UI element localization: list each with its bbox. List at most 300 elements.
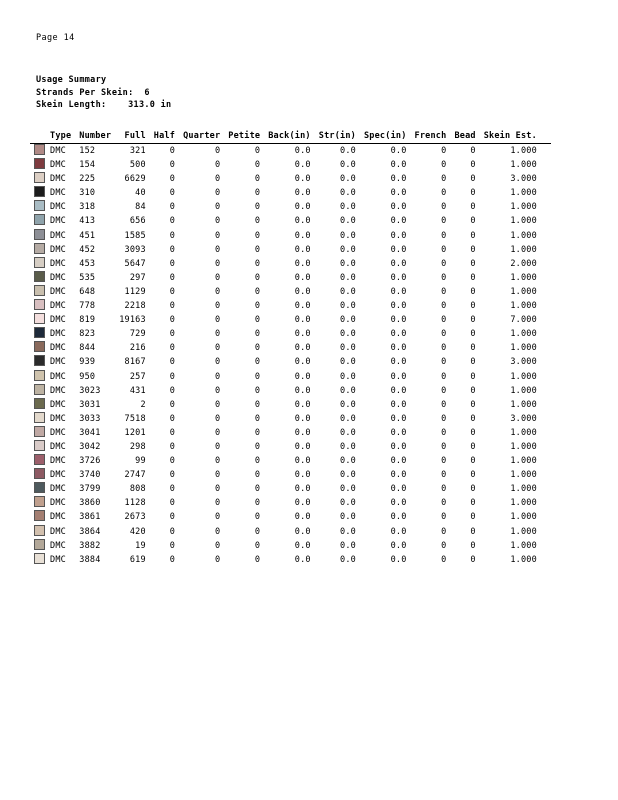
cell-quarter: 0 [214, 526, 221, 537]
cell-color-swatch [30, 412, 48, 426]
cell-number: 3041 [79, 427, 101, 438]
color-swatch-icon [34, 440, 45, 451]
cell-half: 0 [169, 329, 176, 340]
cell-skein-est: 1.000 [510, 272, 537, 283]
cell-str: 0.0 [340, 385, 356, 396]
cell-full: 808 [129, 484, 146, 495]
cell-type: DMC [50, 230, 66, 241]
cell-number: 225 [79, 174, 96, 185]
cell-back: 0.0 [294, 357, 311, 368]
cell-french: 0 [441, 188, 447, 199]
table-row [30, 172, 551, 186]
cell-french: 0 [441, 540, 447, 551]
cell-half: 0 [169, 357, 176, 368]
cell-back: 0.0 [294, 146, 311, 156]
cell-french: 0 [441, 216, 447, 227]
cell-spec: 0.0 [390, 512, 407, 523]
cell-number: 3042 [79, 441, 101, 452]
cell-number: 823 [79, 329, 96, 340]
cell-petite: 0 [254, 216, 261, 227]
cell-type: DMC [50, 286, 66, 297]
cell-spec: 0.0 [390, 258, 407, 269]
cell-type: DMC [50, 160, 66, 171]
table-row [30, 525, 551, 539]
cell-bead: 0 [470, 456, 476, 467]
cell-type: DMC [50, 371, 66, 382]
cell-spec: 0.0 [390, 554, 407, 565]
cell-full: 7518 [124, 413, 146, 424]
cell-petite: 0 [254, 470, 261, 481]
table-body [30, 144, 551, 567]
table-row [30, 341, 551, 355]
cell-type: DMC [50, 202, 66, 213]
cell-number: 844 [79, 343, 96, 354]
cell-full: 1201 [124, 427, 146, 438]
cell-back: 0.0 [294, 484, 311, 495]
cell-half: 0 [169, 174, 176, 185]
cell-skein-est: 1.000 [510, 484, 537, 495]
cell-skein-est: 1.000 [510, 470, 537, 481]
cell-number: 939 [79, 357, 96, 368]
cell-back: 0.0 [294, 315, 311, 326]
column-header-bead: Bead [454, 131, 476, 141]
color-swatch-icon [34, 257, 45, 268]
cell-str: 0.0 [340, 371, 356, 382]
cell-spec: 0.0 [390, 399, 407, 410]
cell-quarter: 0 [214, 315, 221, 326]
cell-color-swatch [30, 341, 48, 355]
cell-skein-est: 1.000 [510, 399, 537, 410]
cell-number: 3033 [79, 413, 101, 424]
skein-length-label: Skein Length: [36, 100, 107, 110]
cell-type: DMC [50, 188, 66, 199]
cell-spec: 0.0 [390, 146, 407, 156]
cell-quarter: 0 [214, 258, 221, 269]
cell-full: 729 [129, 329, 146, 340]
cell-type: DMC [50, 301, 66, 312]
color-swatch-icon [34, 384, 45, 395]
color-swatch-icon [34, 482, 45, 493]
cell-quarter: 0 [214, 357, 221, 368]
color-swatch-icon [34, 229, 45, 240]
cell-french: 0 [441, 174, 447, 185]
cell-back: 0.0 [294, 540, 311, 551]
color-swatch-icon [34, 186, 45, 197]
table-row [30, 200, 551, 214]
cell-french: 0 [441, 244, 447, 255]
cell-french: 0 [441, 526, 447, 537]
cell-str: 0.0 [340, 413, 356, 424]
table-row [30, 398, 551, 412]
cell-quarter: 0 [214, 385, 221, 396]
cell-str: 0.0 [340, 540, 356, 551]
cell-skein-est: 1.000 [510, 329, 537, 340]
cell-skein-est: 1.000 [510, 230, 537, 241]
cell-skein-est: 3.000 [510, 174, 537, 185]
cell-spec: 0.0 [390, 470, 407, 481]
cell-color-swatch [30, 539, 48, 553]
cell-bead: 0 [470, 512, 476, 523]
cell-back: 0.0 [294, 174, 311, 185]
table-row [30, 144, 551, 159]
cell-bead: 0 [470, 385, 476, 396]
usage-summary-title: Usage Summary [36, 75, 107, 85]
cell-type: DMC [50, 258, 66, 269]
cell-skein-est: 1.000 [510, 427, 537, 438]
cell-number: 3031 [79, 399, 101, 410]
cell-spec: 0.0 [390, 484, 407, 495]
cell-back: 0.0 [294, 371, 311, 382]
table-header-row [30, 131, 551, 144]
cell-french: 0 [441, 484, 447, 495]
cell-quarter: 0 [214, 399, 221, 410]
cell-spec: 0.0 [390, 413, 407, 424]
cell-bead: 0 [470, 484, 476, 495]
column-header-spec: Spec(in) [363, 131, 407, 141]
cell-spec: 0.0 [390, 230, 407, 241]
cell-bead: 0 [470, 357, 476, 368]
cell-quarter: 0 [214, 512, 221, 523]
cell-half: 0 [169, 188, 176, 199]
cell-back: 0.0 [294, 498, 311, 509]
cell-bead: 0 [470, 286, 476, 297]
cell-color-swatch [30, 553, 48, 567]
table-row [30, 384, 551, 398]
cell-color-swatch [30, 229, 48, 243]
page-label: Page 14 [36, 33, 75, 43]
cell-str: 0.0 [340, 188, 356, 199]
cell-number: 453 [79, 258, 96, 269]
cell-quarter: 0 [214, 329, 221, 340]
color-swatch-icon [34, 468, 45, 479]
cell-bead: 0 [470, 371, 476, 382]
cell-half: 0 [169, 146, 176, 156]
cell-full: 2747 [124, 470, 146, 481]
cell-skein-est: 1.000 [510, 540, 537, 551]
cell-back: 0.0 [294, 470, 311, 481]
cell-quarter: 0 [214, 202, 221, 213]
cell-number: 318 [79, 202, 96, 213]
cell-french: 0 [441, 512, 447, 523]
color-swatch-icon [34, 313, 45, 324]
cell-spec: 0.0 [390, 244, 407, 255]
cell-petite: 0 [254, 160, 261, 171]
table-header [30, 131, 551, 144]
cell-skein-est: 1.000 [510, 498, 537, 509]
cell-str: 0.0 [340, 470, 356, 481]
cell-spec: 0.0 [390, 174, 407, 185]
cell-back: 0.0 [294, 385, 311, 396]
cell-number: 3884 [79, 554, 101, 565]
cell-quarter: 0 [214, 160, 221, 171]
table-row [30, 510, 551, 524]
strands-per-skein-value: 6 [144, 87, 150, 98]
cell-type: DMC [50, 498, 66, 509]
color-swatch-icon [34, 243, 45, 254]
cell-french: 0 [441, 399, 447, 410]
cell-number: 819 [79, 315, 96, 326]
cell-number: 3740 [79, 470, 101, 481]
cell-quarter: 0 [214, 540, 221, 551]
cell-back: 0.0 [294, 343, 311, 354]
table-row [30, 440, 551, 454]
cell-back: 0.0 [294, 216, 311, 227]
cell-full: 216 [129, 343, 146, 354]
cell-spec: 0.0 [390, 188, 407, 199]
cell-skein-est: 1.000 [510, 343, 537, 354]
cell-str: 0.0 [340, 399, 356, 410]
cell-half: 0 [169, 399, 176, 410]
cell-half: 0 [169, 526, 176, 537]
cell-back: 0.0 [294, 272, 311, 283]
cell-half: 0 [169, 554, 176, 565]
cell-full: 619 [129, 554, 146, 565]
cell-str: 0.0 [340, 146, 356, 156]
cell-quarter: 0 [214, 230, 221, 241]
cell-str: 0.0 [340, 498, 356, 509]
cell-str: 0.0 [340, 301, 356, 312]
cell-spec: 0.0 [390, 329, 407, 340]
cell-quarter: 0 [214, 244, 221, 255]
cell-type: DMC [50, 357, 66, 368]
cell-spec: 0.0 [390, 216, 407, 227]
cell-back: 0.0 [294, 329, 311, 340]
cell-spec: 0.0 [390, 385, 407, 396]
cell-str: 0.0 [340, 315, 356, 326]
color-swatch-icon [34, 214, 45, 225]
cell-quarter: 0 [214, 286, 221, 297]
cell-str: 0.0 [340, 484, 356, 495]
cell-petite: 0 [254, 301, 261, 312]
cell-quarter: 0 [214, 146, 221, 156]
cell-number: 451 [79, 230, 96, 241]
cell-str: 0.0 [340, 286, 356, 297]
cell-half: 0 [169, 441, 176, 452]
cell-bead: 0 [470, 413, 476, 424]
cell-str: 0.0 [340, 554, 356, 565]
cell-bead: 0 [470, 160, 476, 171]
cell-back: 0.0 [294, 456, 311, 467]
cell-spec: 0.0 [390, 371, 407, 382]
table-row [30, 355, 551, 369]
cell-french: 0 [441, 286, 447, 297]
cell-spec: 0.0 [390, 315, 407, 326]
cell-number: 950 [79, 371, 96, 382]
table-row [30, 158, 551, 172]
skein-length-value: 313.0 in [128, 100, 172, 110]
cell-half: 0 [169, 484, 176, 495]
cell-half: 0 [169, 343, 176, 354]
cell-half: 0 [169, 216, 176, 227]
cell-skein-est: 1.000 [510, 188, 537, 199]
cell-full: 297 [129, 272, 146, 283]
cell-bead: 0 [470, 230, 476, 241]
cell-petite: 0 [254, 146, 261, 156]
color-swatch-icon [34, 412, 45, 423]
cell-back: 0.0 [294, 399, 311, 410]
cell-bead: 0 [470, 202, 476, 213]
cell-type: DMC [50, 343, 66, 354]
table-row [30, 370, 551, 384]
cell-petite: 0 [254, 230, 261, 241]
color-swatch-icon [34, 553, 45, 564]
color-swatch-icon [34, 341, 45, 352]
cell-full: 420 [129, 526, 146, 537]
cell-skein-est: 1.000 [510, 371, 537, 382]
cell-petite: 0 [254, 413, 261, 424]
cell-type: DMC [50, 244, 66, 255]
color-swatch-icon [34, 539, 45, 550]
color-swatch-icon [34, 327, 45, 338]
table-row [30, 299, 551, 313]
cell-color-swatch [30, 285, 48, 299]
cell-color-swatch [30, 144, 48, 159]
cell-quarter: 0 [214, 456, 221, 467]
column-header-type: Type [50, 131, 72, 141]
cell-number: 154 [79, 160, 96, 171]
color-swatch-icon [34, 525, 45, 536]
cell-half: 0 [169, 427, 176, 438]
cell-french: 0 [441, 146, 447, 156]
cell-french: 0 [441, 301, 447, 312]
cell-skein-est: 1.000 [510, 385, 537, 396]
cell-type: DMC [50, 456, 66, 467]
cell-half: 0 [169, 286, 176, 297]
cell-spec: 0.0 [390, 286, 407, 297]
cell-bead: 0 [470, 427, 476, 438]
cell-skein-est: 1.000 [510, 526, 537, 537]
cell-type: DMC [50, 441, 66, 452]
cell-full: 298 [129, 441, 146, 452]
cell-petite: 0 [254, 484, 261, 495]
cell-french: 0 [441, 554, 447, 565]
color-swatch-icon [34, 271, 45, 282]
color-swatch-icon [34, 370, 45, 381]
cell-petite: 0 [254, 258, 261, 269]
table-row [30, 496, 551, 510]
cell-spec: 0.0 [390, 357, 407, 368]
cell-number: 3023 [79, 385, 101, 396]
table-row [30, 412, 551, 426]
cell-bead: 0 [470, 174, 476, 185]
cell-french: 0 [441, 258, 447, 269]
cell-full: 2 [140, 399, 146, 410]
cell-full: 6629 [124, 174, 146, 185]
cell-spec: 0.0 [390, 526, 407, 537]
cell-str: 0.0 [340, 272, 356, 283]
cell-spec: 0.0 [390, 441, 407, 452]
cell-french: 0 [441, 470, 447, 481]
cell-skein-est: 1.000 [510, 146, 537, 156]
cell-skein-est: 2.000 [510, 258, 537, 269]
cell-spec: 0.0 [390, 301, 407, 312]
cell-color-swatch [30, 398, 48, 412]
cell-bead: 0 [470, 301, 476, 312]
cell-petite: 0 [254, 371, 261, 382]
color-swatch-icon [34, 426, 45, 437]
cell-color-swatch [30, 257, 48, 271]
cell-petite: 0 [254, 498, 261, 509]
cell-type: DMC [50, 329, 66, 340]
cell-back: 0.0 [294, 301, 311, 312]
cell-color-swatch [30, 214, 48, 228]
cell-half: 0 [169, 301, 176, 312]
cell-half: 0 [169, 315, 176, 326]
cell-full: 40 [135, 188, 146, 199]
cell-petite: 0 [254, 554, 261, 565]
cell-color-swatch [30, 468, 48, 482]
cell-type: DMC [50, 399, 66, 410]
cell-petite: 0 [254, 329, 261, 340]
cell-full: 99 [135, 456, 146, 467]
cell-color-swatch [30, 158, 48, 172]
cell-french: 0 [441, 441, 447, 452]
cell-full: 1129 [124, 286, 146, 297]
cell-type: DMC [50, 146, 66, 156]
cell-full: 321 [129, 146, 146, 156]
cell-half: 0 [169, 371, 176, 382]
cell-back: 0.0 [294, 413, 311, 424]
cell-spec: 0.0 [390, 343, 407, 354]
cell-quarter: 0 [214, 301, 221, 312]
cell-skein-est: 1.000 [510, 456, 537, 467]
cell-quarter: 0 [214, 272, 221, 283]
cell-color-swatch [30, 327, 48, 341]
cell-half: 0 [169, 160, 176, 171]
cell-color-swatch [30, 482, 48, 496]
cell-color-swatch [30, 313, 48, 327]
cell-color-swatch [30, 243, 48, 257]
cell-skein-est: 3.000 [510, 357, 537, 368]
cell-back: 0.0 [294, 286, 311, 297]
cell-color-swatch [30, 525, 48, 539]
cell-type: DMC [50, 216, 66, 227]
cell-type: DMC [50, 385, 66, 396]
cell-number: 535 [79, 272, 96, 283]
cell-type: DMC [50, 315, 66, 326]
cell-petite: 0 [254, 441, 261, 452]
cell-full: 2218 [124, 301, 146, 312]
cell-full: 431 [129, 385, 146, 396]
cell-quarter: 0 [214, 174, 221, 185]
cell-skein-est: 1.000 [510, 286, 537, 297]
cell-french: 0 [441, 329, 447, 340]
cell-petite: 0 [254, 357, 261, 368]
cell-petite: 0 [254, 427, 261, 438]
table-row [30, 539, 551, 553]
cell-str: 0.0 [340, 427, 356, 438]
cell-french: 0 [441, 272, 447, 283]
color-swatch-icon [34, 144, 45, 155]
cell-bead: 0 [470, 554, 476, 565]
cell-half: 0 [169, 413, 176, 424]
cell-petite: 0 [254, 188, 261, 199]
color-swatch-icon [34, 510, 45, 521]
cell-spec: 0.0 [390, 498, 407, 509]
usage-summary-block [36, 74, 171, 112]
cell-half: 0 [169, 272, 176, 283]
cell-full: 500 [129, 160, 146, 171]
color-swatch-icon [34, 200, 45, 211]
table-row [30, 229, 551, 243]
cell-french: 0 [441, 427, 447, 438]
column-header-number: Number [79, 131, 112, 141]
cell-half: 0 [169, 456, 176, 467]
cell-petite: 0 [254, 456, 261, 467]
cell-type: DMC [50, 540, 66, 551]
cell-half: 0 [169, 498, 176, 509]
cell-color-swatch [30, 426, 48, 440]
